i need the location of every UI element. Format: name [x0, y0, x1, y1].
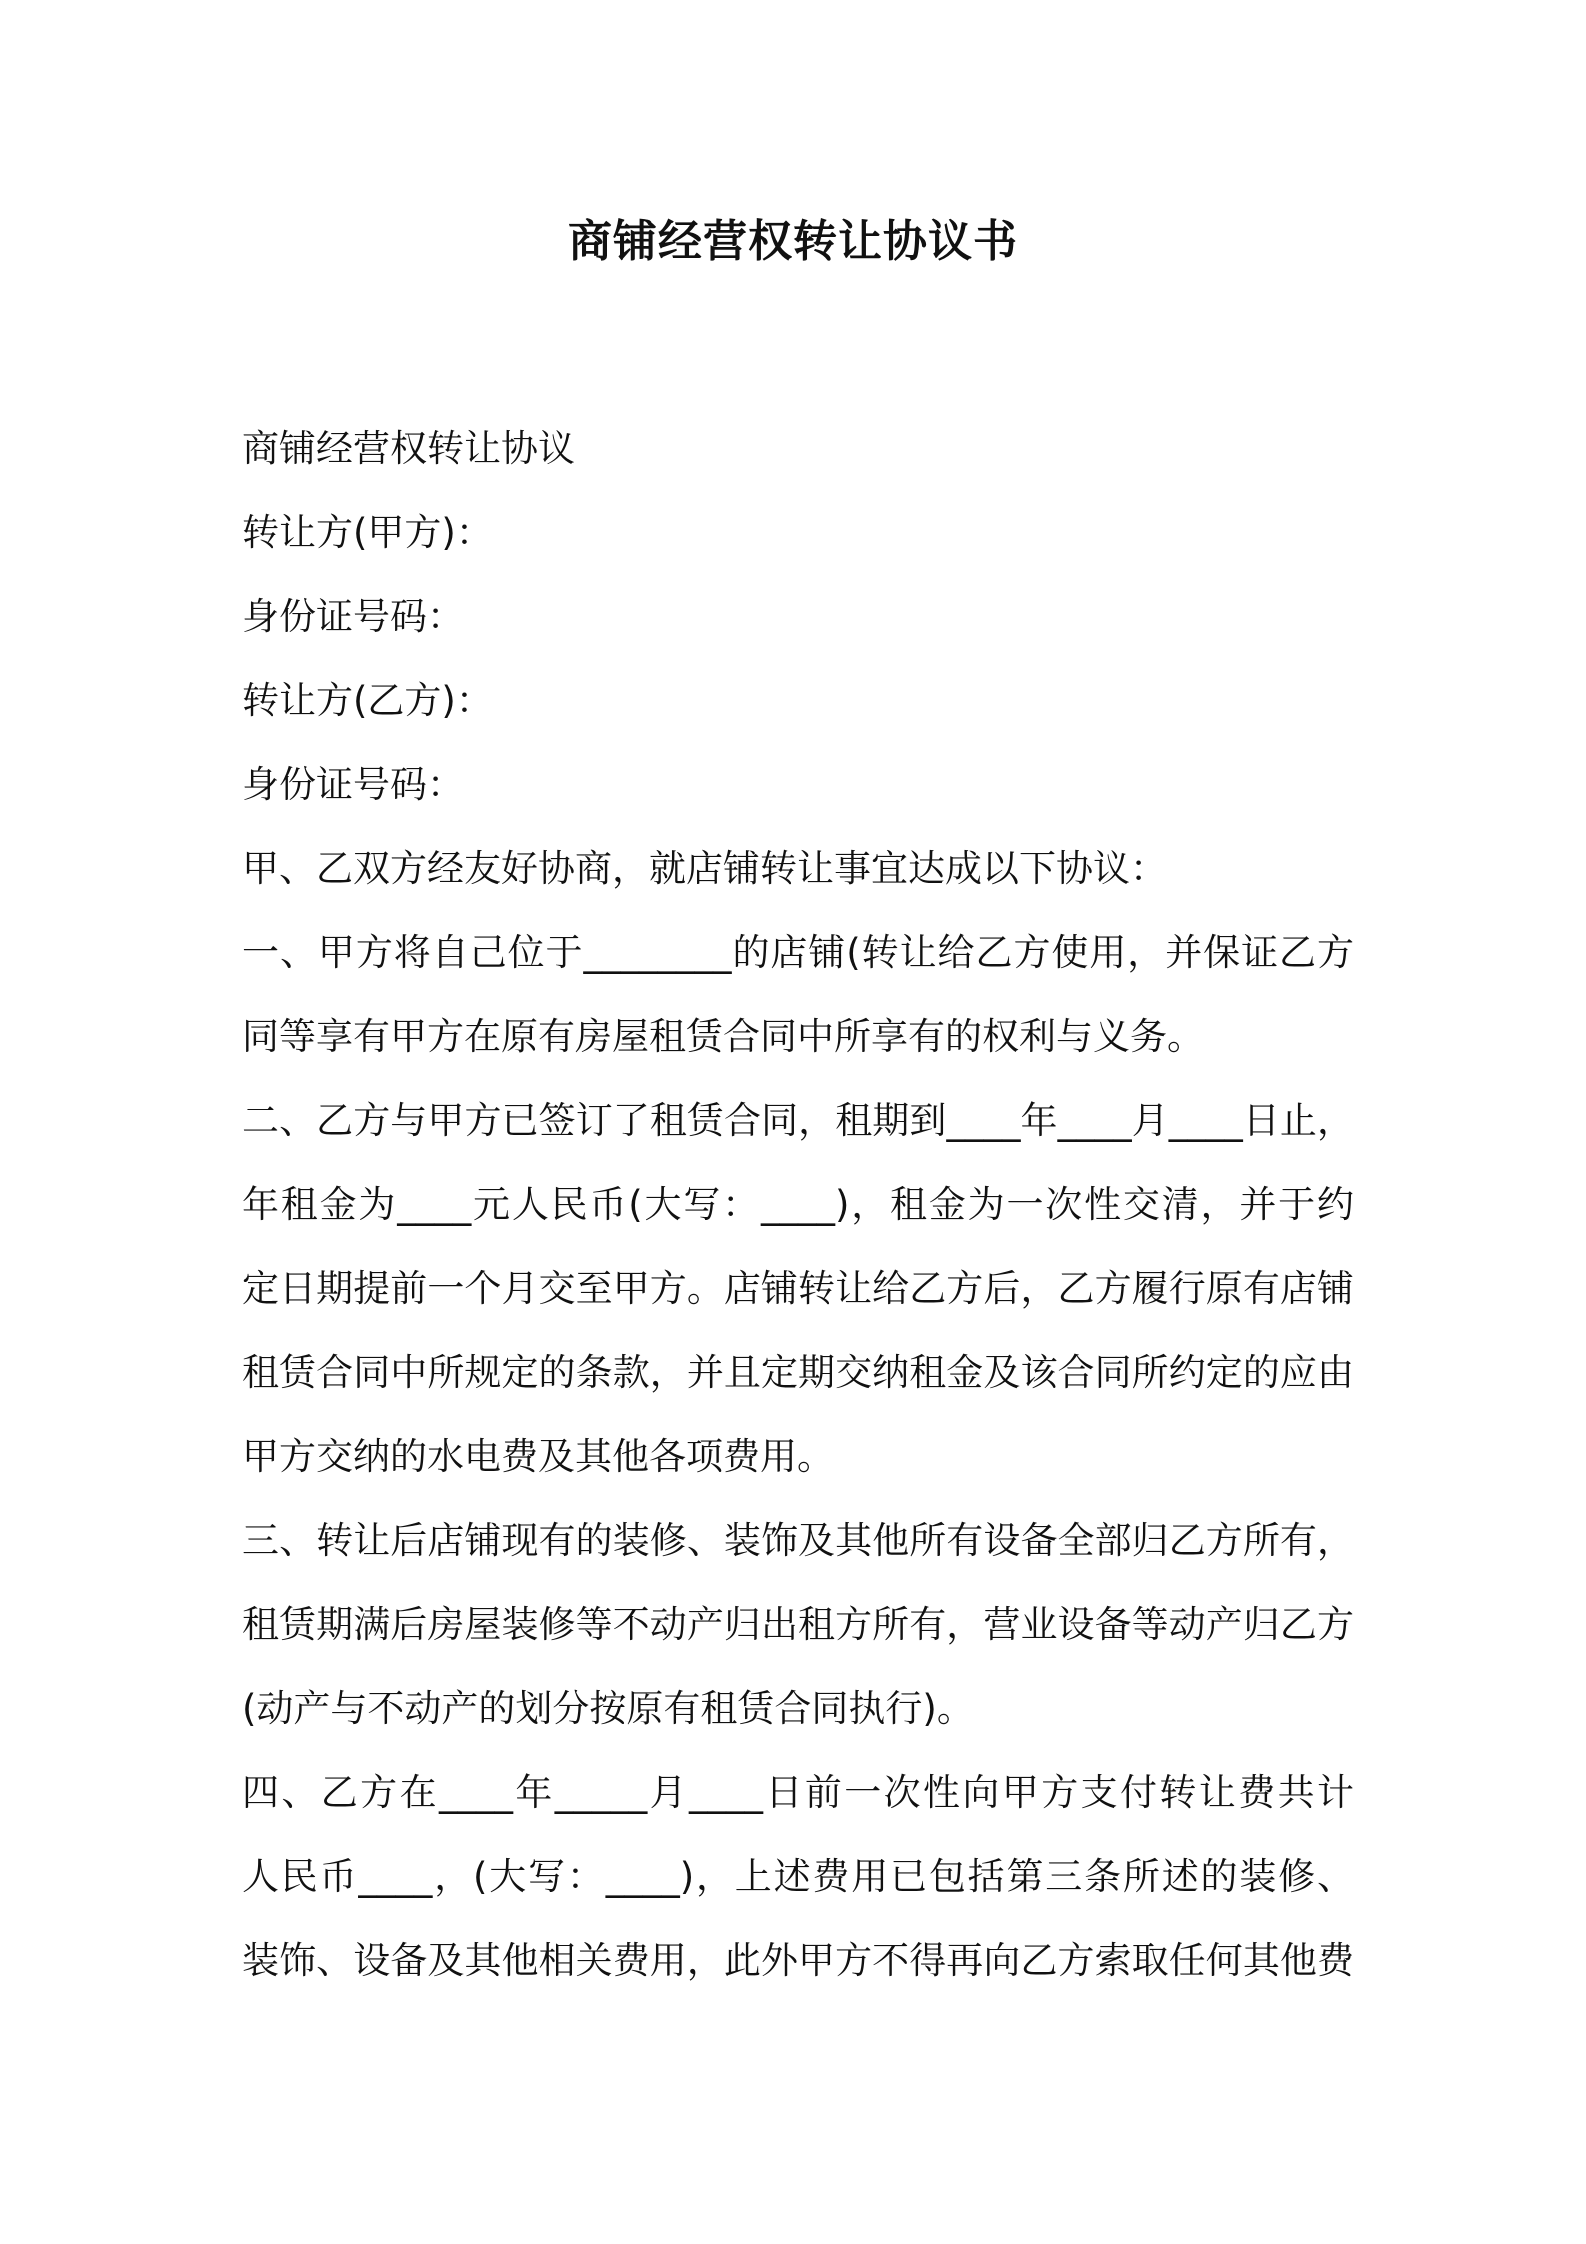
clause-3-line-1: 三、转让后店铺现有的装修、装饰及其他所有设备全部归乙方所有， [242, 1519, 1354, 1562]
agreement-intro: 甲、乙双方经友好协商，就店铺转让事宜达成以下协议： [242, 847, 1167, 890]
clause-2-line-1: 二、乙方与甲方已签订了租赁合同，租期到____年____月____日止， [242, 1099, 1354, 1142]
clause-2-line-2: 年租金为____元人民币(大写：____)，租金为一次性交清，并于约 [242, 1183, 1354, 1226]
document-subtitle: 商铺经营权转让协议 [242, 427, 575, 470]
clause-1-line-1: 一、甲方将自己位于________的店铺(转让给乙方使用，并保证乙方 [242, 931, 1354, 974]
party-b-label: 转让方(乙方)： [242, 679, 493, 722]
clause-4-line-3: 装饰、设备及其他相关费用，此外甲方不得再向乙方索取任何其他费 [242, 1939, 1354, 1982]
clause-3-line-3: (动产与不动产的划分按原有租赁合同执行)。 [242, 1687, 974, 1730]
party-a-id-label: 身份证号码： [242, 595, 464, 638]
clause-2-line-5: 甲方交纳的水电费及其他各项费用。 [242, 1435, 834, 1478]
document-body [242, 407, 1354, 2003]
clause-4-line-1: 四、乙方在____年_____月____日前一次性向甲方支付转让费共计 [242, 1771, 1354, 1814]
clause-1-line-2: 同等享有甲方在原有房屋租赁合同中所享有的权利与义务。 [242, 1015, 1204, 1058]
clause-3-line-2: 租赁期满后房屋装修等不动产归出租方所有，营业设备等动产归乙方 [242, 1603, 1354, 1646]
party-a-label: 转让方(甲方)： [242, 511, 493, 554]
clause-4-line-2: 人民币____，(大写：____)，上述费用已包括第三条所述的装修、 [242, 1855, 1354, 1898]
clause-2-line-3: 定日期提前一个月交至甲方。店铺转让给乙方后，乙方履行原有店铺 [242, 1267, 1354, 1310]
clause-2-line-4: 租赁合同中所规定的条款，并且定期交纳租金及该合同所约定的应由 [242, 1351, 1354, 1394]
party-b-id-label: 身份证号码： [242, 763, 464, 806]
document-title: 商铺经营权转让协议书 [568, 216, 1018, 267]
